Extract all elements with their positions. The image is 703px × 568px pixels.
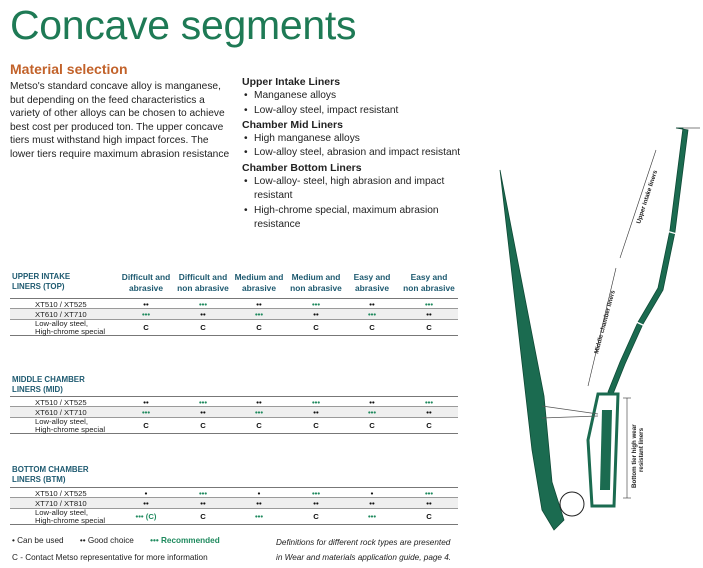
row-label: XT710 / XT810: [35, 499, 87, 508]
label-upper-intake: Upper intake liners: [635, 169, 660, 225]
label-bottom-tier-1: Bottom tier high wear: [631, 424, 638, 488]
liner-heading-bottom: Chamber Bottom Liners: [242, 161, 362, 174]
column-header: Easy and abrasive: [353, 272, 391, 293]
rating-cell: •••: [367, 408, 377, 417]
rating-cell: •••: [141, 310, 151, 319]
upper-liner: [608, 128, 688, 394]
rating-cell: •••: [424, 398, 434, 407]
column-header: Difficult and non abrasive: [177, 272, 229, 293]
rating-cell: C: [426, 323, 432, 332]
rating-cell: C: [313, 512, 319, 521]
rating-cell: C: [313, 421, 319, 430]
rating-cell: •: [144, 489, 148, 498]
group-title-mid: MIDDLE CHAMBER LINERS (MID): [12, 375, 85, 394]
label-bottom-tier-2: resistant liners: [638, 427, 645, 472]
row-label: Low-alloy steel, High-chrome special: [35, 319, 106, 336]
rating-cell: ••: [426, 408, 432, 417]
rating-cell: ••• (C): [135, 512, 157, 521]
rating-cell: ••: [369, 499, 375, 508]
frame-left: [500, 170, 564, 530]
liner-item: • Manganese alloys: [242, 89, 474, 103]
column-header: Difficult and abrasive: [121, 272, 171, 293]
rating-cell: ••: [143, 300, 149, 309]
row-label: XT510 / XT525: [35, 300, 87, 309]
rating-cell: C: [426, 421, 432, 430]
rating-cell: ••: [369, 300, 375, 309]
rating-cell: •: [257, 489, 261, 498]
liner-item: • High manganese alloys: [242, 132, 474, 146]
intro-paragraph: Metso's standard concave alloy is manganese, but depending on the feed characteristics a variety of other alloys can be chosen to achieve best cost per produced ton. The upper concave tiers must withstand high impact forces. The lower tiers require maximum abrasion resistance: [10, 81, 230, 160]
bottom-tier-inner: [600, 410, 612, 490]
contact-note: C - Contact Metso representative for more information: [12, 553, 208, 562]
legend-good-choice: •• Good choice: [79, 536, 134, 545]
rating-cell: ••: [313, 310, 319, 319]
rating-cell: •••: [254, 408, 264, 417]
rating-cell: ••: [313, 408, 319, 417]
table-row: [10, 298, 458, 309]
concave-diagram: [480, 110, 700, 558]
rating-cell: C: [313, 323, 319, 332]
rating-cell: C: [200, 323, 206, 332]
table-row: [10, 396, 458, 407]
liner-item: • Low-alloy steel, impact resistant: [242, 104, 474, 118]
rating-cell: •••: [424, 300, 434, 309]
rating-cell: •••: [254, 310, 264, 319]
rating-cell: C: [143, 421, 149, 430]
legend-recommended: ••• Recommended: [150, 536, 220, 545]
rating-cell: •••: [367, 310, 377, 319]
rating-cell: •••: [367, 512, 377, 521]
leader-line: [542, 416, 598, 418]
row-label: XT610 / XT710: [35, 310, 87, 319]
liner-item: • Low-alloy- steel, high abrasion and impact resistant: [242, 175, 474, 204]
table-bottom: [10, 487, 458, 525]
rating-cell: •: [370, 489, 374, 498]
table-row: [10, 418, 458, 434]
rating-cell: ••: [256, 499, 262, 508]
rating-cell: C: [256, 421, 262, 430]
rating-cell: ••: [256, 398, 262, 407]
rating-cell: •••: [424, 489, 434, 498]
row-label: XT610 / XT710: [35, 408, 87, 417]
rating-cell: ••: [426, 310, 432, 319]
rating-cell: •••: [311, 300, 321, 309]
table-upper: [10, 298, 458, 336]
rating-cell: C: [200, 421, 206, 430]
column-header: Medium and abrasive: [234, 272, 284, 293]
rating-cell: •••: [254, 512, 264, 521]
table-row: [10, 487, 458, 498]
rating-cell: ••: [200, 310, 206, 319]
row-label: XT510 / XT525: [35, 398, 87, 407]
row-label: XT510 / XT525: [35, 489, 87, 498]
rating-cell: C: [369, 421, 375, 430]
table-row: [10, 509, 458, 525]
detail-circle: [560, 492, 584, 516]
group-title-upper: UPPER INTAKE LINERS (TOP): [12, 272, 71, 291]
rating-cell: C: [200, 512, 206, 521]
liner-types: [242, 75, 474, 232]
rating-cell: C: [426, 512, 432, 521]
rating-cell: •••: [141, 408, 151, 417]
definitions-note: Definitions for different rock types are presented in Wear and materials application guide, page 4.: [276, 538, 452, 562]
rating-cell: •••: [198, 398, 208, 407]
liner-heading-mid: Chamber Mid Liners: [242, 118, 343, 131]
legend: [12, 536, 234, 545]
rating-cell: C: [143, 323, 149, 332]
legend-can-be-used: • Can be used: [12, 536, 64, 545]
liner-item: • High-chrome special, maximum abrasion resistance: [242, 204, 474, 233]
rating-cell: •••: [198, 300, 208, 309]
rating-cell: ••: [256, 300, 262, 309]
rating-cell: ••: [143, 499, 149, 508]
rating-cell: ••: [313, 499, 319, 508]
table-row: [10, 320, 458, 336]
rating-cell: ••: [369, 398, 375, 407]
rating-cell: •••: [198, 489, 208, 498]
row-label: Low-alloy steel, High-chrome special: [35, 508, 106, 525]
rating-cell: •••: [311, 398, 321, 407]
rating-cell: •••: [311, 489, 321, 498]
page-title: Concave segments: [10, 2, 357, 48]
rating-cell: C: [369, 323, 375, 332]
rating-cell: C: [256, 323, 262, 332]
rating-cell: ••: [200, 408, 206, 417]
column-header: Medium and non abrasive: [290, 272, 342, 293]
rating-cell: ••: [426, 499, 432, 508]
liner-heading-upper: Upper Intake Liners: [242, 76, 341, 88]
table-mid: [10, 396, 458, 434]
section-heading: Material selection: [10, 61, 128, 77]
dimension-line-upper: [620, 150, 656, 258]
liner-item: • Low-alloy steel, abrasion and impact resistant: [242, 146, 474, 160]
leader-line: [542, 406, 598, 414]
column-header: Easy and non abrasive: [403, 272, 455, 293]
label-middle-chamber: Middle chamber liners: [593, 289, 617, 355]
rating-cell: ••: [200, 499, 206, 508]
group-title-bottom: BOTTOM CHAMBER LINERS (BTM): [12, 465, 89, 484]
row-label: Low-alloy steel, High-chrome special: [35, 417, 106, 434]
rating-cell: ••: [143, 398, 149, 407]
